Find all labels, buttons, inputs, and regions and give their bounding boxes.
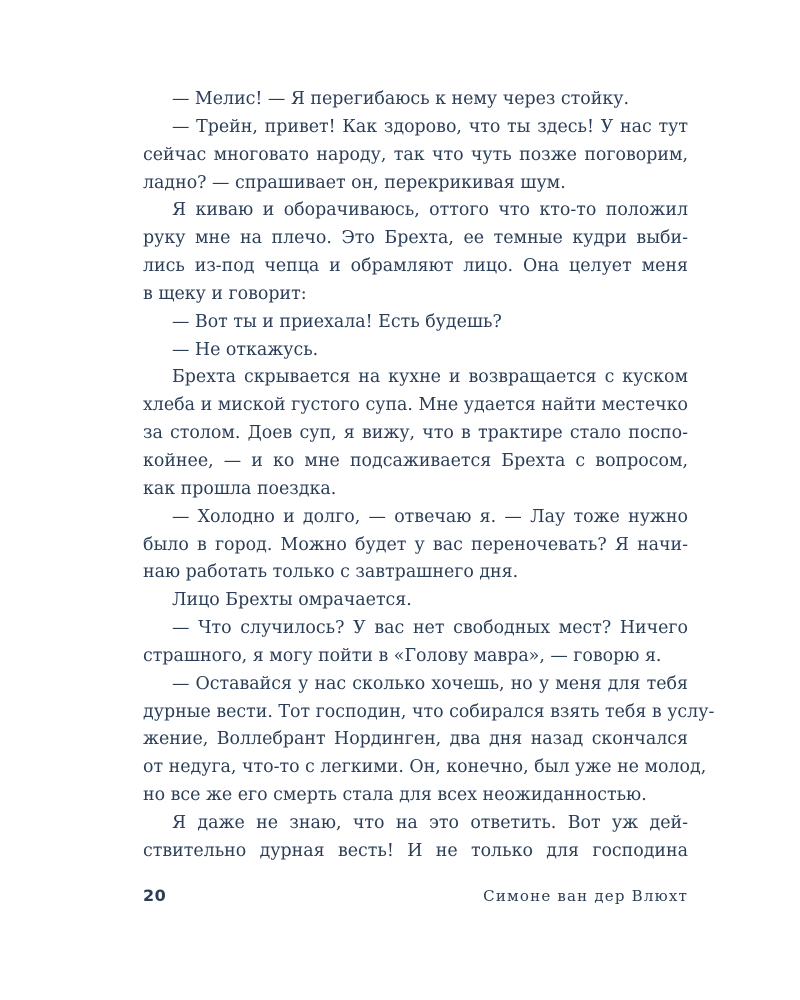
text-line: как прошла поездка.	[143, 478, 337, 499]
text-line: от недуга, что-то с легкими. Он, конечно, был уже не молод,	[143, 757, 707, 778]
text-line: лись из-под чепца и обрамляют лицо. Она целует меня	[143, 256, 688, 277]
text-line: страшного, я могу пойти в «Голову мавра», — говорю я.	[143, 645, 662, 666]
text-line: Я киваю и оборачиваюсь, оттого что кто-то положил	[172, 200, 688, 221]
text-line: — Вот ты и приехала! Есть будешь?	[172, 311, 502, 332]
text-line: за столом. Доев суп, я вижу, что в трактире стало поспо-	[143, 423, 688, 444]
text-line: койнее, — и ко мне подсаживается Брехта с вопросом,	[143, 450, 688, 471]
text-line: дурные вести. Тот господин, что собирался взять тебя в услу-	[143, 701, 715, 722]
text-line: — Холодно и долго, — отвечаю я. — Лау тоже нужно	[172, 506, 688, 527]
text-line: но все же его смерть стала для всех неожиданностью.	[143, 785, 647, 806]
text-line: руку мне на плечо. Это Брехта, ее темные кудри выби-	[143, 228, 688, 249]
page-footer	[143, 886, 688, 916]
text-line: ствительно дурная весть! И не только для господина	[143, 840, 688, 861]
text-line: ладно? — спрашивает он, перекрикивая шум.	[143, 172, 566, 193]
text-line: в щеку и говорит:	[143, 283, 307, 304]
text-line: — Трейн, привет! Как здорово, что ты здесь! У нас тут	[172, 116, 688, 137]
text-line: — Что случилось? У вас нет свободных мест? Ничего	[172, 618, 688, 639]
running-head-author: Симоне ван дер Влюхт	[483, 887, 688, 905]
text-line: Лицо Брехты омрачается.	[172, 590, 412, 611]
text-line: — Мелис! — Я перегибаюсь к нему через стойку.	[172, 89, 629, 109]
text-line: Я даже не знаю, что на это ответить. Вот уж дей-	[172, 812, 688, 833]
text-line: — Оставайся у нас сколько хочешь, но у меня для тебя	[172, 673, 688, 694]
text-line: Брехта скрывается на кухне и возвращается с куском	[172, 367, 688, 388]
text-line: жение, Воллебрант Нординген, два дня назад скончался	[143, 729, 688, 750]
text-line: сейчас многовато народу, так что чуть позже поговорим,	[143, 144, 688, 165]
text-line: было в город. Можно будет у вас переночевать? Я начи-	[143, 534, 688, 555]
page-number: 20	[143, 886, 167, 905]
page-body	[143, 86, 715, 866]
text-line: — Не откажусь.	[172, 339, 319, 360]
text-line: наю работать только с завтрашнего дня.	[143, 562, 519, 583]
text-line: хлеба и миской густого супа. Мне удается найти местечко	[143, 395, 688, 416]
